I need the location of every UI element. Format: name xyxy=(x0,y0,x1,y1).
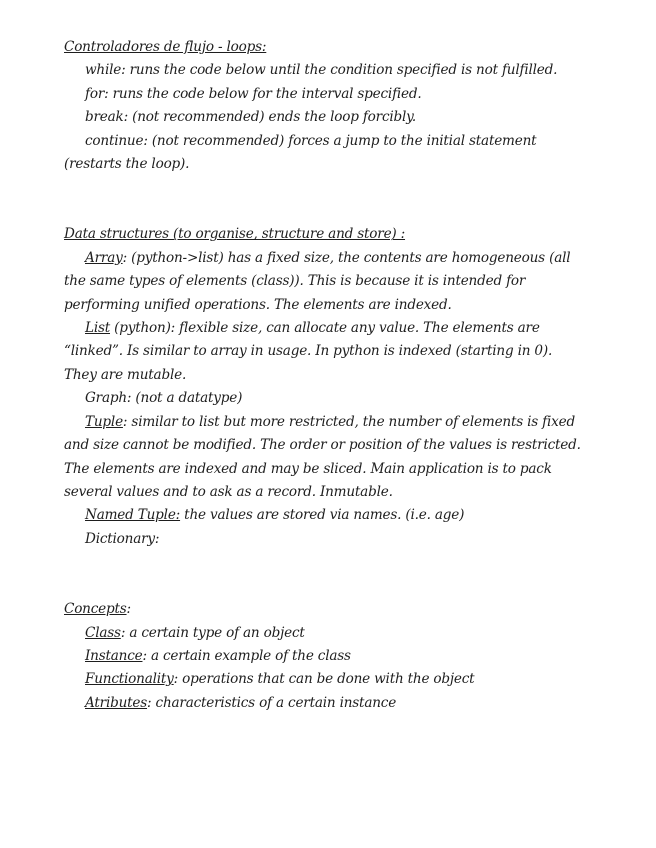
graph-item: Graph: (not a datatype) xyxy=(85,390,243,407)
array-term: Array xyxy=(85,249,123,266)
document-page xyxy=(64,36,584,715)
atributes-text: : characteristics of a certain instance xyxy=(147,694,397,711)
list-term: List xyxy=(85,320,111,337)
dictionary-item: Dictionary: xyxy=(85,530,160,547)
functionality-text: : operations that can be done with the object xyxy=(173,671,475,688)
spacer xyxy=(64,176,584,223)
tuple-item xyxy=(64,411,584,505)
list-text: (python): flexible size, can allocate any value. The elements are “linked”. Is similar to array in usage. In python is indexed (starting in 0). They are mutable. xyxy=(64,320,553,383)
instance-text: : a certain example of the class xyxy=(142,647,351,664)
class-item xyxy=(64,622,584,645)
concepts-heading-suffix: : xyxy=(126,601,131,618)
concepts-heading-line xyxy=(64,598,584,621)
atributes-term: Atributes xyxy=(85,694,148,711)
class-term: Class xyxy=(85,624,121,641)
named-tuple-text: the values are stored via names. (i.e. age) xyxy=(180,507,465,524)
list-item xyxy=(64,317,584,387)
functionality-term: Functionality xyxy=(85,671,174,688)
spacer xyxy=(64,551,584,598)
for-item: for: runs the code below for the interval specified. xyxy=(85,85,422,102)
break-item: break: (not recommended) ends the loop forcibly. xyxy=(85,109,416,126)
continue-item: continue: (not recommended) forces a jump to the initial statement (restarts the loop). xyxy=(64,132,537,173)
named-tuple-term: Named Tuple: xyxy=(85,507,181,524)
array-text: : (python->list) has a fixed size, the contents are homogeneous (all the same types of elements (class)). This is because it is intended for performing unified operations. The elements are indexed. xyxy=(64,249,571,313)
array-item xyxy=(64,247,584,317)
tuple-text: : similar to list but more restricted, the number of elements is fixed and size cannot be modified. The order or position of the values is restricted. The elements are indexed and may be sliced. Main application is to pack several values and to ask as a record. Inmutable. xyxy=(64,413,581,500)
tuple-term: Tuple xyxy=(85,413,123,430)
loops-heading: Controladores de flujo - loops: xyxy=(64,39,267,55)
class-text: : a certain type of an object xyxy=(120,624,305,641)
instance-term: Instance xyxy=(85,647,143,664)
data-structures-heading: Data structures (to organise, structure and store) : xyxy=(64,226,406,243)
instance-item xyxy=(64,645,584,668)
atributes-item xyxy=(64,692,584,715)
section-data-structures xyxy=(64,223,584,551)
functionality-item xyxy=(64,668,584,691)
section-loops xyxy=(64,36,584,176)
concepts-heading: Concepts xyxy=(64,601,127,618)
while-item: while: runs the code below until the condition specified is not fulfilled. xyxy=(85,62,558,79)
section-concepts xyxy=(64,598,584,715)
named-tuple-item xyxy=(64,504,584,527)
